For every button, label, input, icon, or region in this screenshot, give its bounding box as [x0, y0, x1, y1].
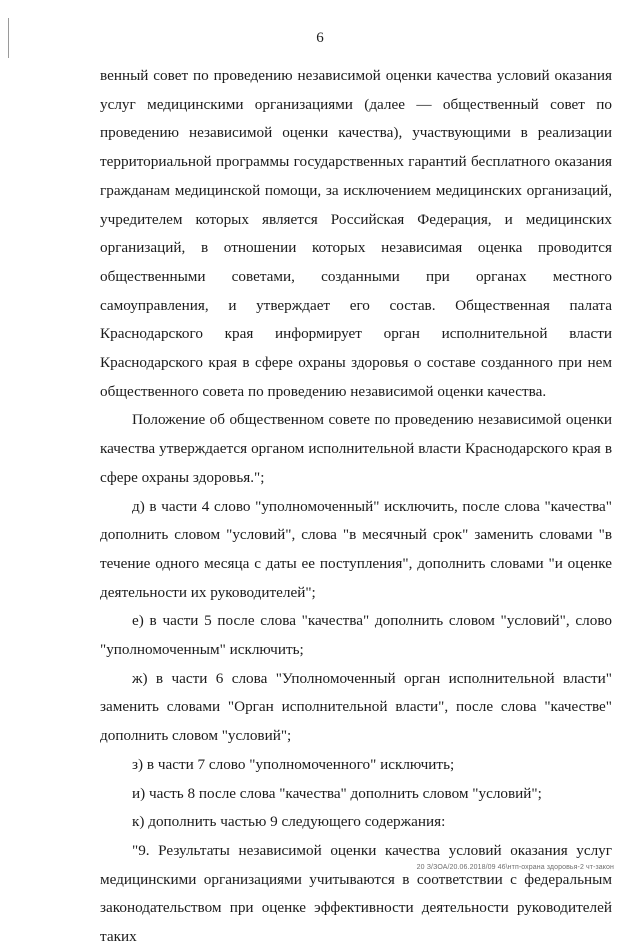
paragraph-item-k: к) дополнить частью 9 следующего содержания: [132, 813, 446, 831]
paragraph-part-9: "9. Результаты независимой оценки качества условий оказания услуг медицинскими организациями учитываются в соответствии с федеральным законодательством при оценке эффективности деятельности руководителей таких [100, 841, 612, 946]
paragraph-regulation: Положение об общественном совете по проведению независимой оценки качества утверждается органом исполнительной власти Краснодарского края в сфере охраны здоровья."; [100, 411, 612, 486]
paragraph-item-e: е) в части 5 после слова "качества" дополнить словом "условий", слово "уполномоченным" исключить; [100, 612, 612, 659]
paragraph-item-z: з) в части 7 слово "уполномоченного" исключить; [132, 755, 455, 773]
footer-file-reference: 20 З/ЗОА/20.06.2018/09 46\нтп-охрана здоровья-2 чт-закон [416, 864, 614, 871]
paragraph-item-zh: ж) в части 6 слова "Уполномоченный орган исполнительной власти" заменить словами "Орган исполнительной власти", после слова "качестве" дополнить словом "условий"; [100, 669, 612, 745]
paragraph-item-i: и) часть 8 после слова "качества" дополнить словом "условий"; [132, 784, 542, 802]
paragraph-continuation: венный совет по проведению независимой оценки качества условий оказания услуг медицинскими организациями (далее — общественный совет по проведению независимой оценки качества), участвующими в реализации территориальной программы государственных гарантий бесплатного оказания гражданам медицинской помощи, за исключением медицинских организаций, учредителем которых является Российская Федерация, и медицинских организаций, в отношении которых независимая оценка проводится общественными советами, созданными при органах местного самоуправления, и утверждает его состав. Общественная палата Краснодарского края информирует орган исполнительной власти Краснодарского края в сфере охраны здоровья о составе созданного при нем общественного совета по проведению независимой оценки качества. [100, 67, 612, 400]
page-number: 6 [316, 30, 324, 46]
document-body [100, 62, 612, 952]
paragraph-item-d: д) в части 4 слово "уполномоченный" исключить, после слова "качества" дополнить словом "условий", слова "в месячный срок" заменить словами "в течение одного месяца с даты ее поступления", дополнить словами "и оценке деятельности их руководителей"; [100, 497, 612, 601]
